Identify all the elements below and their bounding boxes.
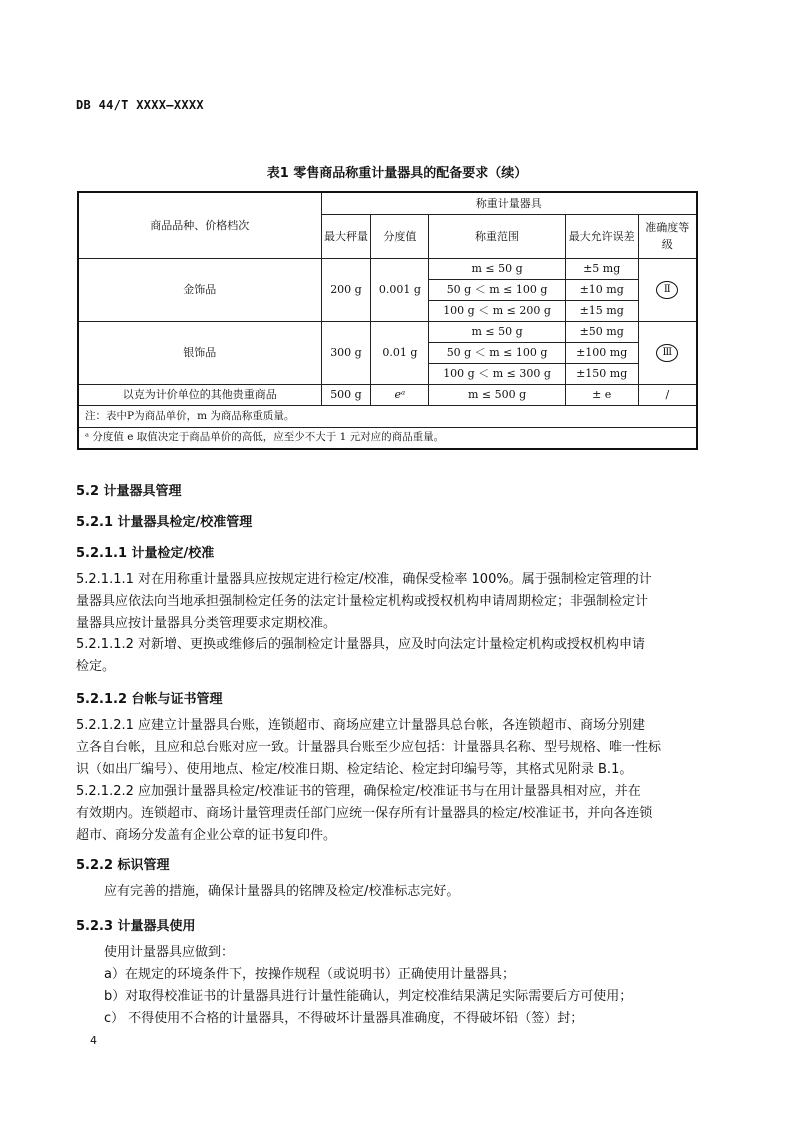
- header-accuracy: 准确度等级: [638, 214, 697, 258]
- other-division: eᵃ: [371, 384, 429, 405]
- silver-error-3: ±150 mg: [565, 363, 638, 384]
- gold-max: 200 g: [321, 258, 371, 321]
- header-mpe: 最大允许误差: [565, 214, 638, 258]
- other-name: 以克为计价单位的其他贵重商品: [78, 384, 321, 405]
- gold-range-1: m ≤ 50 g: [429, 258, 565, 279]
- other-range: m ≤ 500 g: [429, 384, 565, 405]
- requirements-table: [77, 191, 698, 450]
- table-row: [78, 321, 697, 342]
- silver-range-1: m ≤ 50 g: [429, 321, 565, 342]
- table-title: 表1 零售商品称重计量器具的配备要求（续）: [266, 166, 528, 181]
- header-goods: 商品品种、价格档次: [78, 192, 321, 258]
- heading-5-2-1-1: 5.2.1.1 计量检定/校准: [76, 546, 215, 561]
- heading-5-2-1-2: 5.2.1.2 台帐与证书管理: [76, 692, 223, 707]
- gold-range-3: 100 g ＜ m ≤ 200 g: [429, 300, 565, 321]
- standard-code: DB 44/T XXXX—XXXX: [76, 98, 204, 112]
- gold-division: 0.001 g: [371, 258, 429, 321]
- silver-range-3: 100 g ＜ m ≤ 300 g: [429, 363, 565, 384]
- header-range: 称重范围: [429, 214, 565, 258]
- table-row: [78, 384, 697, 405]
- list-item-a: a）在规定的环境条件下，按操作规程（或说明书）正确使用计量器具；: [104, 967, 515, 982]
- other-error: ± e: [565, 384, 638, 405]
- paragraph-5-2-1-2-1: 5.2.1.2.1 应建立计量器具台账，连锁超市、商场应建立计量器具总台帐，各连锁超市、商场分别建 立各自台帐，且应和总台账对应一致。计量器具台账至少应包括：计量器具名称、型号规格、唯一性标 识（如出厂编号）、使用地点、检定/校准日期、检定结论、检定封印编号等，其格式见附录 B.1。: [76, 718, 662, 777]
- paragraph-5-2-1-1-1: 5.2.1.1.1 对在用称重计量器具应按规定进行检定/校准，确保受检率 100%。属于强制检定管理的计 量器具应依法向当地承担强制检定任务的法定计量检定机构或授权机构申请周期检定；非强制检定计 量器具应按计量器具分类管理要求定期校准。: [76, 572, 652, 631]
- header-division: 分度值: [371, 214, 429, 258]
- silver-error-2: ±100 mg: [565, 342, 638, 363]
- table-row: [78, 258, 697, 279]
- page-number: 4: [90, 1034, 97, 1047]
- heading-5-2-3: 5.2.3 计量器具使用: [76, 919, 196, 934]
- heading-5-2: 5.2 计量器具管理: [76, 484, 182, 499]
- table-note: 注：表中P为商品单价，m 为商品称重质量。: [78, 405, 697, 427]
- other-class: /: [638, 384, 697, 405]
- list-item-b: b）对取得校准证书的计量器具进行计量性能确认，判定校准结果满足实际需要后方可使用；: [104, 989, 633, 1004]
- gold-error-1: ±5 mg: [565, 258, 638, 279]
- silver-range-2: 50 g ＜ m ≤ 100 g: [429, 342, 565, 363]
- other-max: 500 g: [321, 384, 371, 405]
- header-instrument-group: 称重计量器具: [321, 192, 697, 214]
- silver-class: Ⅲ: [656, 344, 678, 362]
- gold-class: Ⅱ: [656, 281, 678, 299]
- list-item-c: c） 不得使用不合格的计量器具，不得破坏计量器具准确度，不得破坏铅（签）封；: [104, 1011, 584, 1026]
- silver-max: 300 g: [321, 321, 371, 384]
- gold-name: 金饰品: [78, 258, 321, 321]
- silver-error-1: ±50 mg: [565, 321, 638, 342]
- header-max-load: 最大秤量: [321, 214, 371, 258]
- paragraph-5-2-1-1-2: 5.2.1.1.2 对新增、更换或维修后的强制检定计量器具，应及时向法定计量检定机构或授权机构申请 检定。: [76, 637, 646, 674]
- gold-error-3: ±15 mg: [565, 300, 638, 321]
- gold-error-2: ±10 mg: [565, 279, 638, 300]
- silver-name: 银饰品: [78, 321, 321, 384]
- paragraph-5-2-3: 使用计量器具应做到：: [104, 945, 235, 960]
- gold-range-2: 50 g ＜ m ≤ 100 g: [429, 279, 565, 300]
- heading-5-2-2: 5.2.2 标识管理: [76, 858, 170, 873]
- paragraph-5-2-2: 应有完善的措施，确保计量器具的铭牌及检定/校准标志完好。: [104, 884, 460, 899]
- silver-division: 0.01 g: [371, 321, 429, 384]
- table-footnote: ᵃ 分度值 e 取值决定于商品单价的高低，应至少不大于 1 元对应的商品重量。: [78, 427, 697, 449]
- heading-5-2-1: 5.2.1 计量器具检定/校准管理: [76, 515, 253, 530]
- paragraph-5-2-1-2-2: 5.2.1.2.2 应加强计量器具检定/校准证书的管理，确保检定/校准证书与在用计量器具相对应，并在 有效期内。连锁超市、商场计量管理责任部门应统一保存所有计量器具的检定/校准证书，并向各连锁 超市、商场分发盖有企业公章的证书复印件。: [76, 784, 653, 843]
